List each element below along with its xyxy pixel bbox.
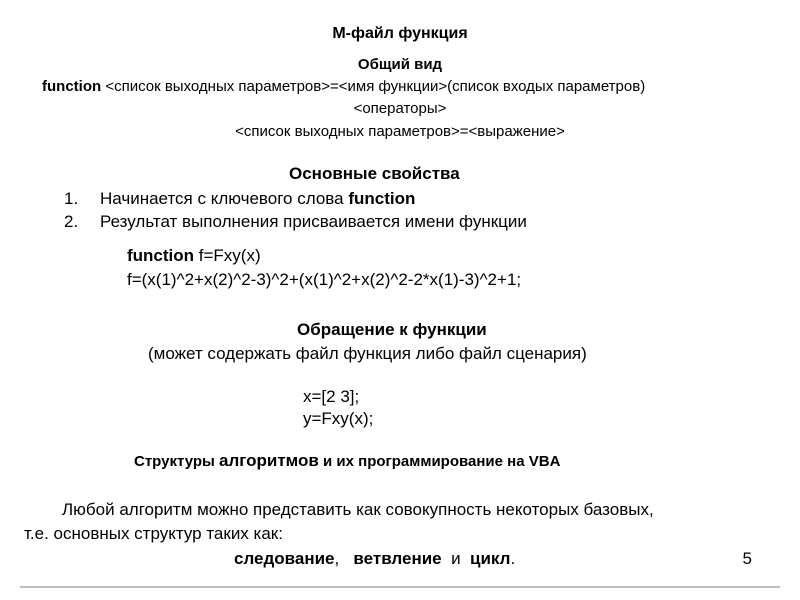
property-number-1: 1. bbox=[64, 189, 79, 208]
structure-item-loop: цикл bbox=[470, 549, 511, 568]
structure-item-branching: ветвление bbox=[353, 549, 442, 568]
general-heading: Общий вид bbox=[357, 56, 443, 73]
structures-heading bbox=[134, 451, 560, 471]
structures-heading-part2: алгоритмов bbox=[219, 451, 319, 470]
property-item-2: Результат выполнения присваивается имени функции bbox=[100, 212, 527, 231]
property-item-1 bbox=[100, 189, 415, 209]
example-line1-rest: f=Fxy(x) bbox=[194, 246, 261, 265]
property-item-1-text: Начинается с ключевого слова bbox=[100, 189, 349, 208]
call-code-line1: x=[2 3]; bbox=[303, 387, 360, 406]
structure-separator-1: , bbox=[334, 549, 354, 568]
page-number: 5 bbox=[742, 549, 752, 568]
structures-paragraph-line2: т.е. основных структур таких как: bbox=[24, 524, 283, 543]
property-item-1-keyword: function bbox=[348, 189, 416, 208]
function-keyword: function bbox=[42, 78, 102, 95]
property-number-2: 2. bbox=[64, 212, 79, 231]
general-syntax-line2: <операторы> bbox=[353, 100, 447, 117]
example-line1 bbox=[127, 246, 261, 266]
slide-title: М-файл функция bbox=[332, 25, 468, 42]
example-line2: f=(x(1)^2+x(2)^2-3)^2+(x(1)^2+x(2)^2-2*x(1)-3)^2+1; bbox=[127, 270, 522, 289]
structures-paragraph-line1: Любой алгоритм можно представить как совокупность некоторых базовых, bbox=[62, 500, 654, 519]
structures-heading-part1: Структуры bbox=[134, 453, 219, 470]
general-syntax-line1-rest: <список выходных параметров>=<имя функции>(список входых параметров) bbox=[101, 78, 646, 95]
call-code-line2: y=Fxy(x); bbox=[303, 409, 374, 428]
structure-separator-2: и bbox=[441, 549, 471, 568]
example-function-keyword: function bbox=[127, 246, 195, 265]
call-heading: Обращение к функции bbox=[297, 320, 487, 339]
properties-heading: Основные свойства bbox=[289, 164, 460, 183]
structures-heading-part3: и их программирование на VBA bbox=[318, 453, 561, 470]
structures-list bbox=[234, 549, 515, 569]
structure-item-sequence: следование bbox=[234, 549, 335, 568]
structure-list-end: . bbox=[510, 549, 516, 568]
call-subtitle: (может содержать файл функция либо файл сценария) bbox=[148, 344, 587, 363]
general-syntax-line3: <список выходных параметров>=<выражение> bbox=[235, 123, 565, 140]
bottom-divider bbox=[20, 586, 780, 588]
general-syntax-line1 bbox=[42, 78, 645, 95]
